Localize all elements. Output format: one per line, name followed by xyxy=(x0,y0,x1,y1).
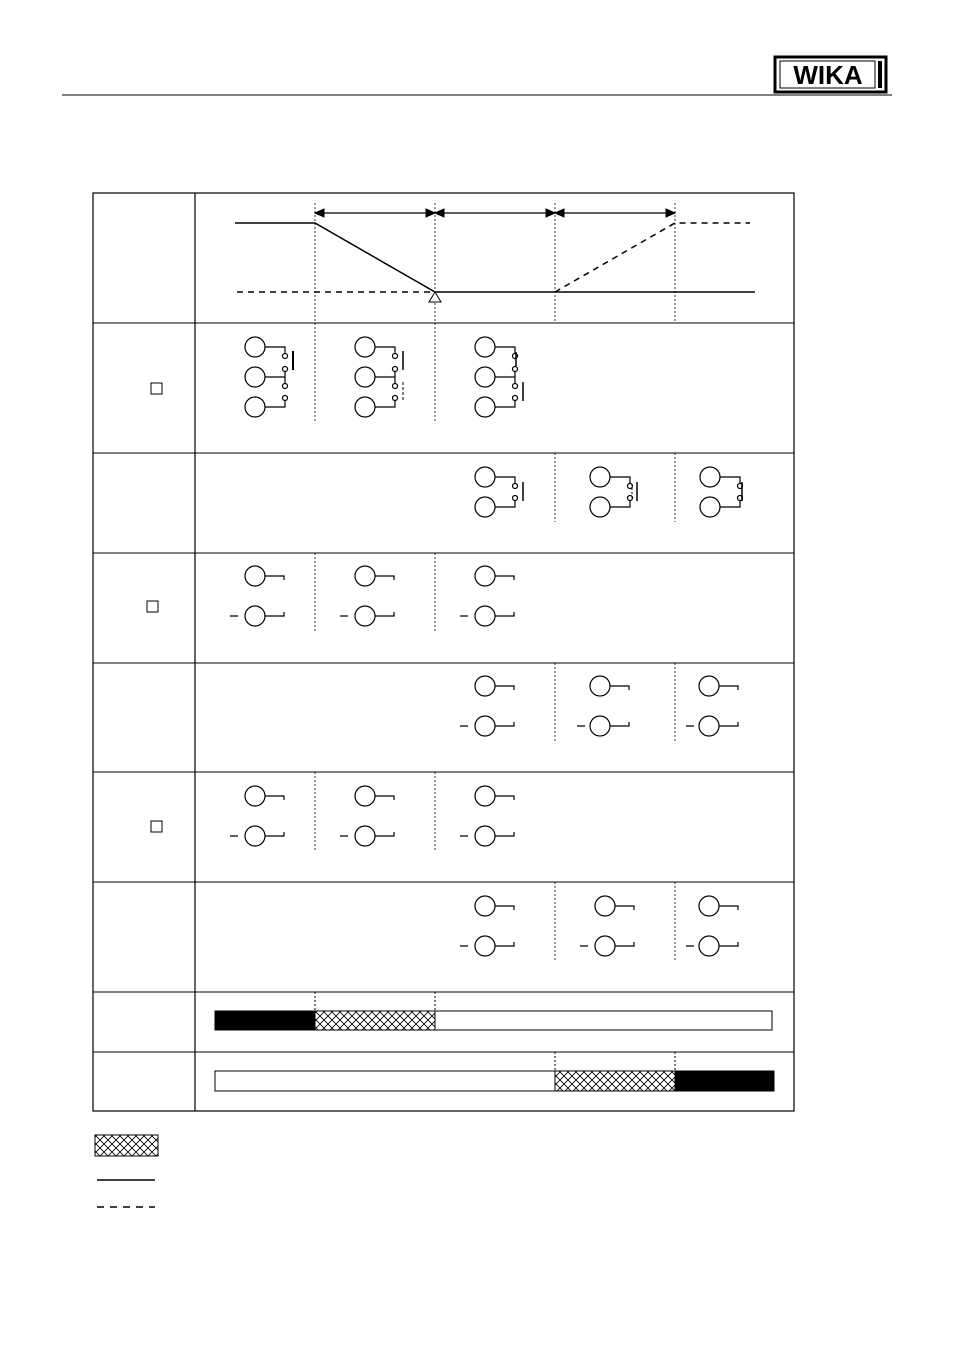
wika-logo xyxy=(775,57,886,92)
option-box xyxy=(147,601,158,612)
option-box xyxy=(151,821,162,832)
sensor-row-2 xyxy=(460,663,738,742)
sensor-row-1 xyxy=(147,553,514,632)
option-box xyxy=(151,383,162,394)
transfer-diagram xyxy=(235,203,755,323)
legend xyxy=(95,1135,158,1207)
relay-row-2 xyxy=(475,453,743,522)
state-bar-2 xyxy=(215,1052,774,1091)
sensor-row-3 xyxy=(151,772,514,852)
legend-hatch-swatch xyxy=(95,1135,158,1156)
logo-text: WIKA xyxy=(793,60,863,90)
switching-table xyxy=(93,193,794,1111)
relay-row-1 xyxy=(151,323,523,422)
sensor-row-4 xyxy=(460,882,738,961)
state-bar-1 xyxy=(215,992,772,1030)
